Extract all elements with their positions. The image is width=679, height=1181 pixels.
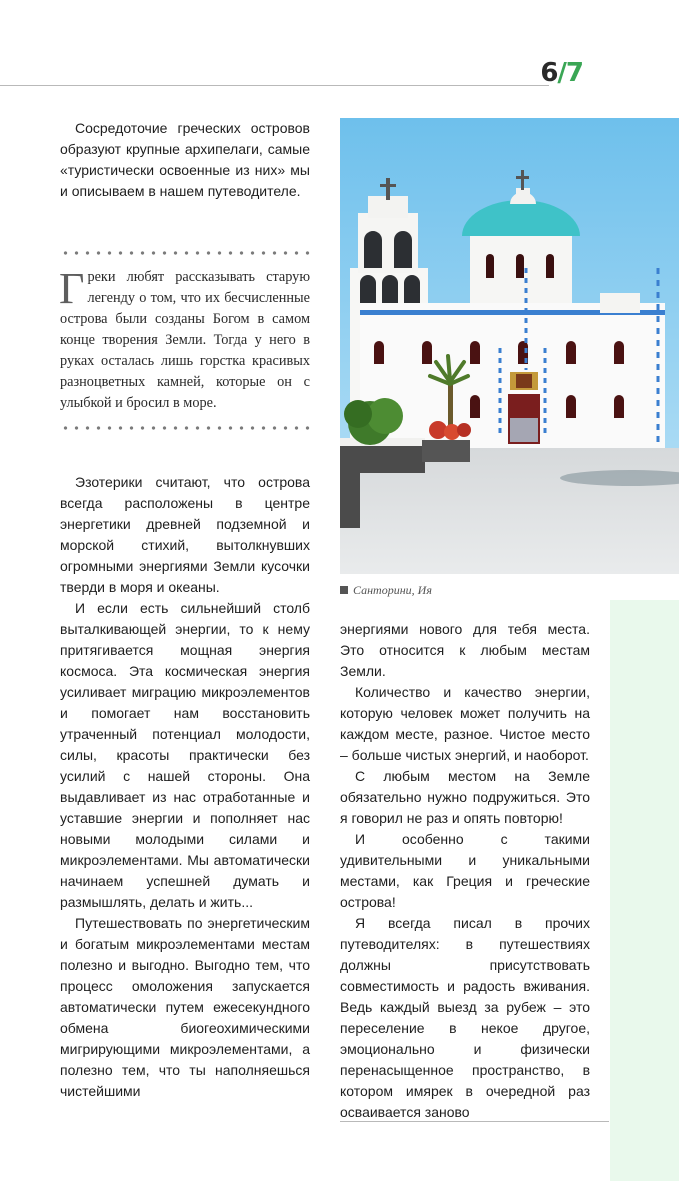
- caption-square-icon: [340, 586, 348, 594]
- footer-rule: [340, 1121, 609, 1122]
- legend-callout: [60, 250, 310, 431]
- body-paragraph: Путешествовать по энергетическим и богатым микроэлементами местам полезно и выгодно. Выгодно тем, что процесс омоложения запускается автоматически путем ежесекундного обмена биогеохимическими мигрирующими микроэлементами, а полезно тем, что ты наполняешься чистейшими: [60, 915, 310, 1099]
- photo-caption: [340, 583, 432, 598]
- page-current: 6: [540, 58, 558, 88]
- drop-cap: Г: [59, 264, 85, 313]
- right-column-body: [340, 619, 590, 1123]
- body-paragraph: И особенно с такими удивительными и уникальными местами, как Греция и греческие острова!: [340, 831, 590, 910]
- santorini-church-illustration: [340, 118, 679, 574]
- page-separator: /: [557, 58, 566, 88]
- dotted-rule-bottom: [60, 425, 310, 431]
- body-paragraph: Количество и качество энергии, которую человек может получить на каждом месте, разное. Чистое место – больше чистых энергий, и наоборот.: [340, 684, 590, 763]
- body-paragraph: Эзотерики считают, что острова всегда расположены в центре энергетики древней подземной и морской стихий, вытолкнувших огромными энергиями Земли кусочки тверди в моря и океаны.: [60, 474, 310, 595]
- body-paragraph: С любым местом на Земле обязательно нужно подружиться. Это я говорил не раз и опять повторю!: [340, 768, 590, 826]
- legend-text-block: [59, 264, 310, 414]
- body-paragraph: энергиями нового для тебя места. Это относится к любым местам Земли.: [340, 621, 590, 679]
- legend-paragraph: реки любят рассказывать старую легенду о том, что их бесчисленные острова были созданы Богом в самом конце творения Земли. Тогда у него в руках осталась лишь горстка красивых разноцветных камней, которые он с улыбкой и бросил в море.: [60, 269, 310, 411]
- caption-text: Санторини, Ия: [353, 583, 432, 597]
- header-rule: [0, 85, 549, 86]
- intro-paragraph: Сосредоточие греческих островов образуют крупные архипелаги, самые «туристически освоенные из них» мы и описываем в нашем путеводителе.: [60, 120, 310, 199]
- page-total: 7: [565, 58, 583, 88]
- body-paragraph: Я всегда писал в прочих путеводителях: в путешествиях должны присутствовать совместимость и радость вживания. Ведь каждый выезд за рубеж – это переселение в некое другое, эмоционально и физически перенасыщенное пространство, в котором имярек в очередной раз осваивается заново: [340, 915, 590, 1120]
- intro-block: [60, 118, 310, 202]
- left-column-body: [60, 472, 310, 1102]
- body-paragraph: И если есть сильнейший столб выталкивающей энергии, то к нему притягивается мощная энергия космоса. Эта космическая энергия усиливает миграцию микроэлементов и помогает нам восстановить утраченный потенциал молодости, силы, красоты практически без усилий с нашей стороны. Она выдавливает из нас отработанные и уставшие энергии и пополняет нас новыми молодыми силами и микроэлементами. Мы автоматически начинаем успешней думать и размышлять, делать и жить...: [60, 600, 310, 910]
- green-margin-band: [610, 600, 679, 1181]
- dotted-rule-top: [60, 250, 310, 256]
- page-number: [540, 58, 583, 88]
- church-photo: [340, 118, 679, 574]
